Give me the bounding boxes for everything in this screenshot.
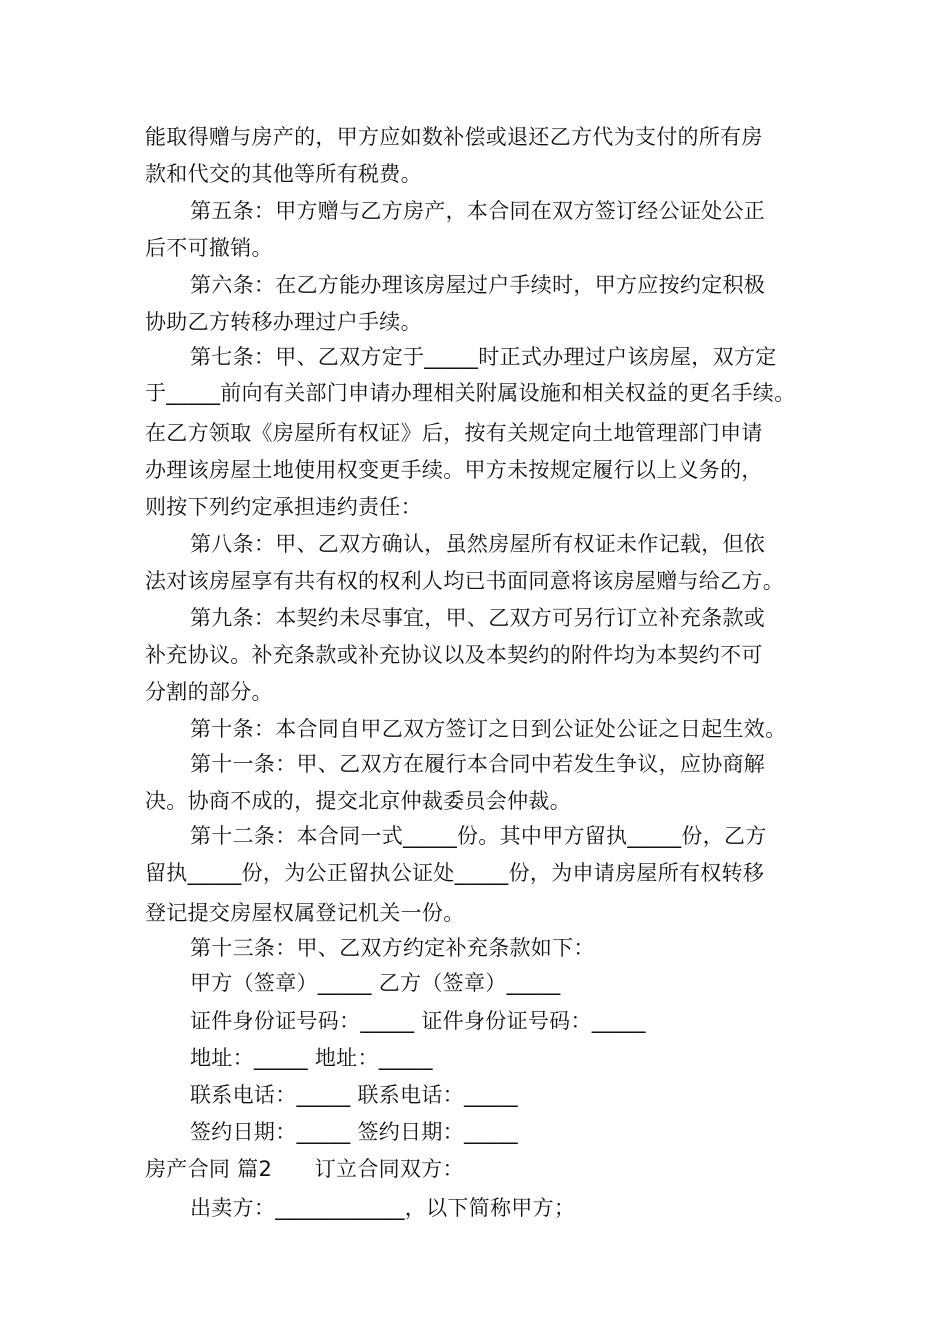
id-number-line: 证件身份证号码：_____ 证件身份证号码：_____ bbox=[190, 1009, 646, 1033]
text-line: 第十一条：甲、乙双方在履行本合同中若发生争议，应协商解 bbox=[190, 752, 766, 776]
text-line: 于_____前向有关部门申请办理相关附属设施和相关权益的更名手续。 bbox=[145, 381, 796, 405]
sign-date-line: 签约日期：_____ 签约日期：_____ bbox=[190, 1120, 518, 1144]
text-line: 第九条：本契约未尽事宜，甲、乙双方可另行订立补充条款或 bbox=[190, 606, 766, 630]
text-line: 决。协商不成的，提交北京仲裁委员会仲裁。 bbox=[145, 789, 571, 813]
text-line: 款和代交的其他等所有税费。 bbox=[145, 162, 422, 186]
text-line: 分割的部分。 bbox=[145, 680, 273, 704]
text-line: 第六条：在乙方能办理该房屋过户手续时，甲方应按约定积极 bbox=[190, 273, 766, 297]
address-line: 地址：_____ 地址：_____ bbox=[190, 1046, 433, 1070]
text-line: 留执_____份，为公正留执公证处_____份，为申请房屋所有权转移 bbox=[145, 861, 765, 885]
text-line: 第七条：甲、乙双方定于_____时正式办理过户该房屋，双方定 bbox=[190, 345, 777, 369]
text-line: 法对该房屋享有共有权的权利人均已书面同意将该房屋赠与给乙方。 bbox=[145, 569, 784, 593]
phone-line: 联系电话：_____ 联系电话：_____ bbox=[190, 1083, 518, 1107]
text-line: 第十二条：本合同一式_____份。其中甲方留执_____份，乙方 bbox=[190, 824, 767, 848]
text-line: 第十条：本合同自甲乙双方签订之日到公证处公证之日起生效。 bbox=[190, 717, 787, 741]
text-line: 则按下列约定承担违约责任： bbox=[145, 495, 422, 519]
signature-line: 甲方（签章）_____ 乙方（签章）_____ bbox=[190, 971, 561, 995]
text-line: 在乙方领取《房屋所有权证》后，按有关规定向土地管理部门申请 bbox=[145, 421, 763, 445]
seller-line: 出卖方：____________，以下简称甲方； bbox=[190, 1196, 576, 1220]
text-line: 第十三条：甲、乙双方约定补充条款如下： bbox=[190, 936, 595, 960]
section-heading: 房产合同 篇2 订立合同双方： bbox=[145, 1157, 464, 1181]
text-line: 登记提交房屋权属登记机关一份。 bbox=[145, 901, 465, 925]
text-line: 第五条：甲方赠与乙方房产，本合同在双方签订经公证处公正 bbox=[190, 199, 766, 223]
text-line: 能取得赠与房产的，甲方应如数补偿或退还乙方代为支付的所有房 bbox=[145, 125, 763, 149]
text-line: 第八条：甲、乙双方确认，虽然房屋所有权证未作记载，但依 bbox=[190, 532, 766, 556]
text-line: 后不可撤销。 bbox=[145, 236, 273, 260]
text-line: 补充协议。补充条款或补充协议以及本契约的附件均为本契约不可 bbox=[145, 643, 763, 667]
text-line: 办理该房屋土地使用权变更手续。甲方未按规定履行以上义务的， bbox=[145, 458, 763, 482]
text-line: 协助乙方转移办理过户手续。 bbox=[145, 310, 422, 334]
